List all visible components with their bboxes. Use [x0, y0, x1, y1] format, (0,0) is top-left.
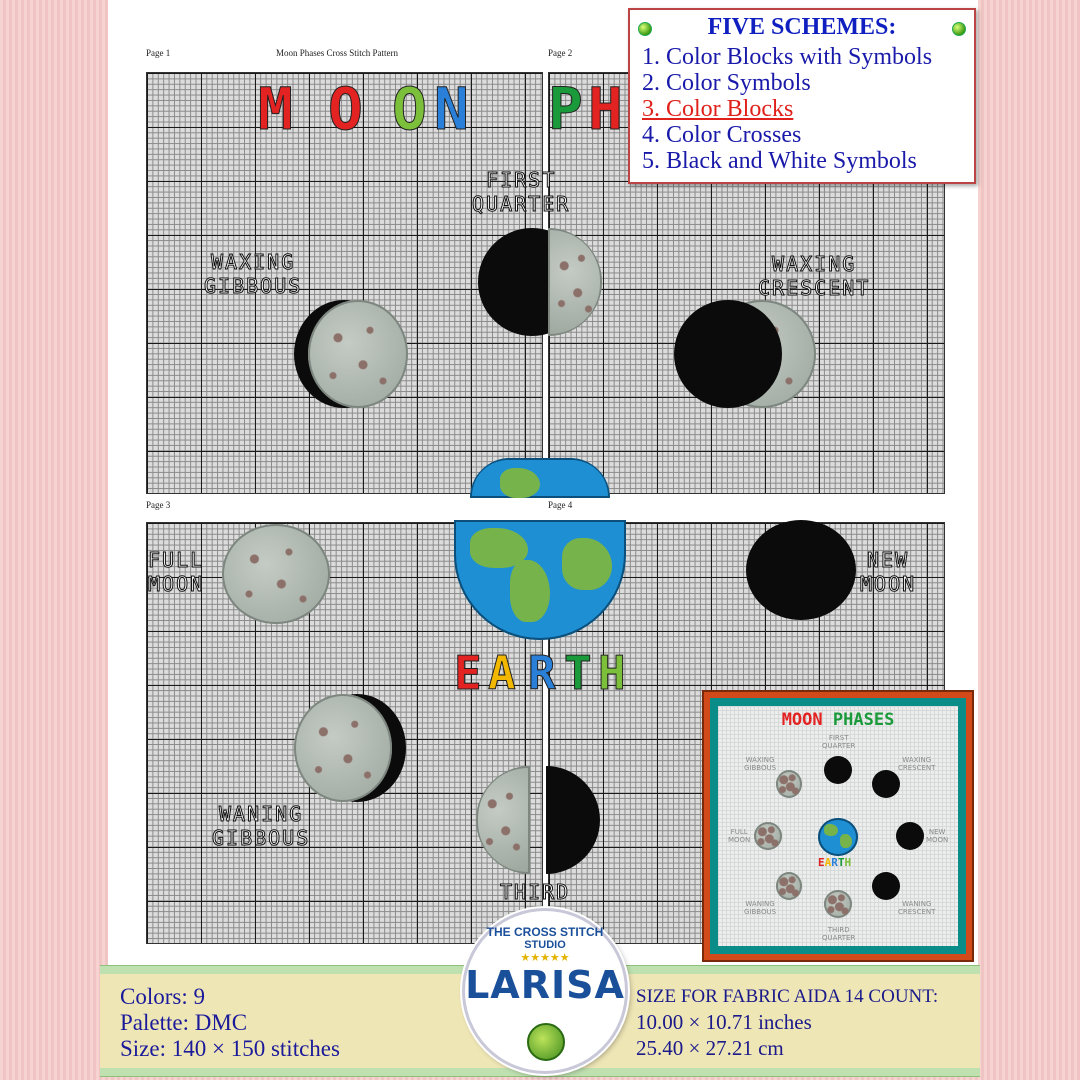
page-1-label: Page 1 — [146, 48, 171, 58]
earth-land-south — [510, 560, 550, 622]
colors-count: Colors: 9 — [120, 984, 205, 1009]
earth-letter-r: R — [528, 646, 556, 700]
preview-label-waxing-gibbous: WAXING GIBBOUS — [744, 756, 777, 772]
title-letter-n: N — [434, 75, 469, 143]
preview-label-first-quarter: FIRST QUARTER — [822, 734, 856, 750]
preview-moon-waxing-gibbous — [776, 770, 802, 798]
pattern-title: Moon Phases Cross Stitch Pattern — [276, 48, 399, 58]
earth-letter-a: A — [488, 646, 516, 700]
scheme-item-2: 2. Color Symbols — [642, 70, 811, 96]
earth-letter-e: E — [454, 646, 482, 700]
preview-label-full-moon: FULL MOON — [728, 828, 751, 844]
palette-name: Palette: DMC — [120, 1010, 248, 1035]
label-first-quarter: FIRST QUARTER — [472, 168, 571, 216]
preview-earth-label: EARTH — [818, 856, 852, 869]
preview-moon-waxing-crescent — [872, 770, 900, 798]
waxing-crescent-dark — [674, 300, 782, 408]
label-waxing-gibbous: WAXING GIBBOUS — [204, 250, 303, 298]
bird-logo-icon — [527, 1023, 565, 1061]
title-letter-p: P — [548, 75, 583, 143]
scheme-item-3: 3. Color Blocks — [642, 96, 794, 122]
preview-earth — [818, 818, 858, 856]
badge-stars: ★★★★★ — [520, 952, 570, 964]
title-letter-o2: O — [392, 75, 427, 143]
earth-land-east — [562, 538, 612, 590]
preview-earth-land — [840, 834, 852, 848]
badge-studio-word: STUDIO — [524, 939, 566, 951]
fabric-heading: SIZE FOR FABRIC AIDA 14 COUNT: — [636, 986, 939, 1007]
preview-label-new-moon: NEW MOON — [926, 828, 949, 844]
preview-earth-land — [824, 824, 838, 836]
badge-studio-line: THE CROSS STITCH — [486, 925, 604, 939]
title-letter-o1: O — [328, 75, 363, 143]
preview-mat — [710, 698, 966, 954]
waning-gibbous-moon — [294, 694, 392, 802]
page-2-label: Page 2 — [548, 48, 573, 58]
label-new-moon: NEW MOON — [860, 548, 917, 596]
scheme-item-5: 5. Black and White Symbols — [642, 148, 917, 174]
schemes-heading: FIVE SCHEMES: — [707, 14, 897, 40]
earth-land-north — [500, 468, 540, 498]
preview-label-third-quarter: THIRD QUARTER — [822, 926, 856, 942]
first-quarter-lit-half — [548, 228, 602, 336]
preview-title: MOON PHASES — [781, 710, 895, 730]
preview-moon-full — [754, 822, 782, 850]
size-inches: 10.00 × 10.71 inches — [636, 1010, 812, 1034]
badge-name: LARISA — [465, 963, 625, 1007]
framed-preview — [702, 690, 974, 962]
third-quarter-lit-half — [476, 766, 530, 874]
title-letter-h: H — [588, 75, 623, 143]
scheme-item-1: 1. Color Blocks with Symbols — [642, 44, 933, 70]
scheme-item-4: 4. Color Crosses — [642, 122, 802, 148]
title-letter-m: M — [258, 75, 293, 143]
earth-letter-h: H — [598, 646, 626, 700]
preview-moon-waning-crescent — [872, 872, 900, 900]
label-full-moon: FULL MOON — [148, 548, 205, 596]
preview-moon-third-quarter — [824, 890, 852, 918]
full-moon — [222, 524, 330, 624]
waxing-gibbous-moon — [308, 300, 408, 408]
size-cm: 25.40 × 27.21 cm — [636, 1036, 784, 1060]
page-4-label: Page 4 — [548, 500, 573, 510]
preview-moon-new — [896, 822, 924, 850]
preview-moon-waning-gibbous — [776, 872, 802, 900]
label-waning-gibbous: WANING GIBBOUS — [212, 802, 311, 850]
preview-label-waxing-crescent: WAXING CRESCENT — [898, 756, 936, 772]
earth-top-edge — [470, 458, 610, 498]
preview-fabric — [718, 706, 958, 946]
preview-label-waning-gibbous: WANING GIBBOUS — [744, 900, 777, 916]
studio-badge — [462, 908, 628, 1074]
new-moon — [746, 520, 856, 620]
preview-label-waning-crescent: WANING CRESCENT — [898, 900, 936, 916]
page-3-label: Page 3 — [146, 500, 171, 510]
schemes-box — [628, 8, 976, 184]
earth-letter-t: T — [564, 646, 592, 700]
label-waxing-crescent: WAXING CRESCENT — [758, 252, 871, 300]
stitch-size: Size: 140 × 150 stitches — [120, 1036, 340, 1061]
label-third-quarter: THIRD — [500, 880, 571, 904]
preview-moon-first-quarter — [824, 756, 852, 784]
